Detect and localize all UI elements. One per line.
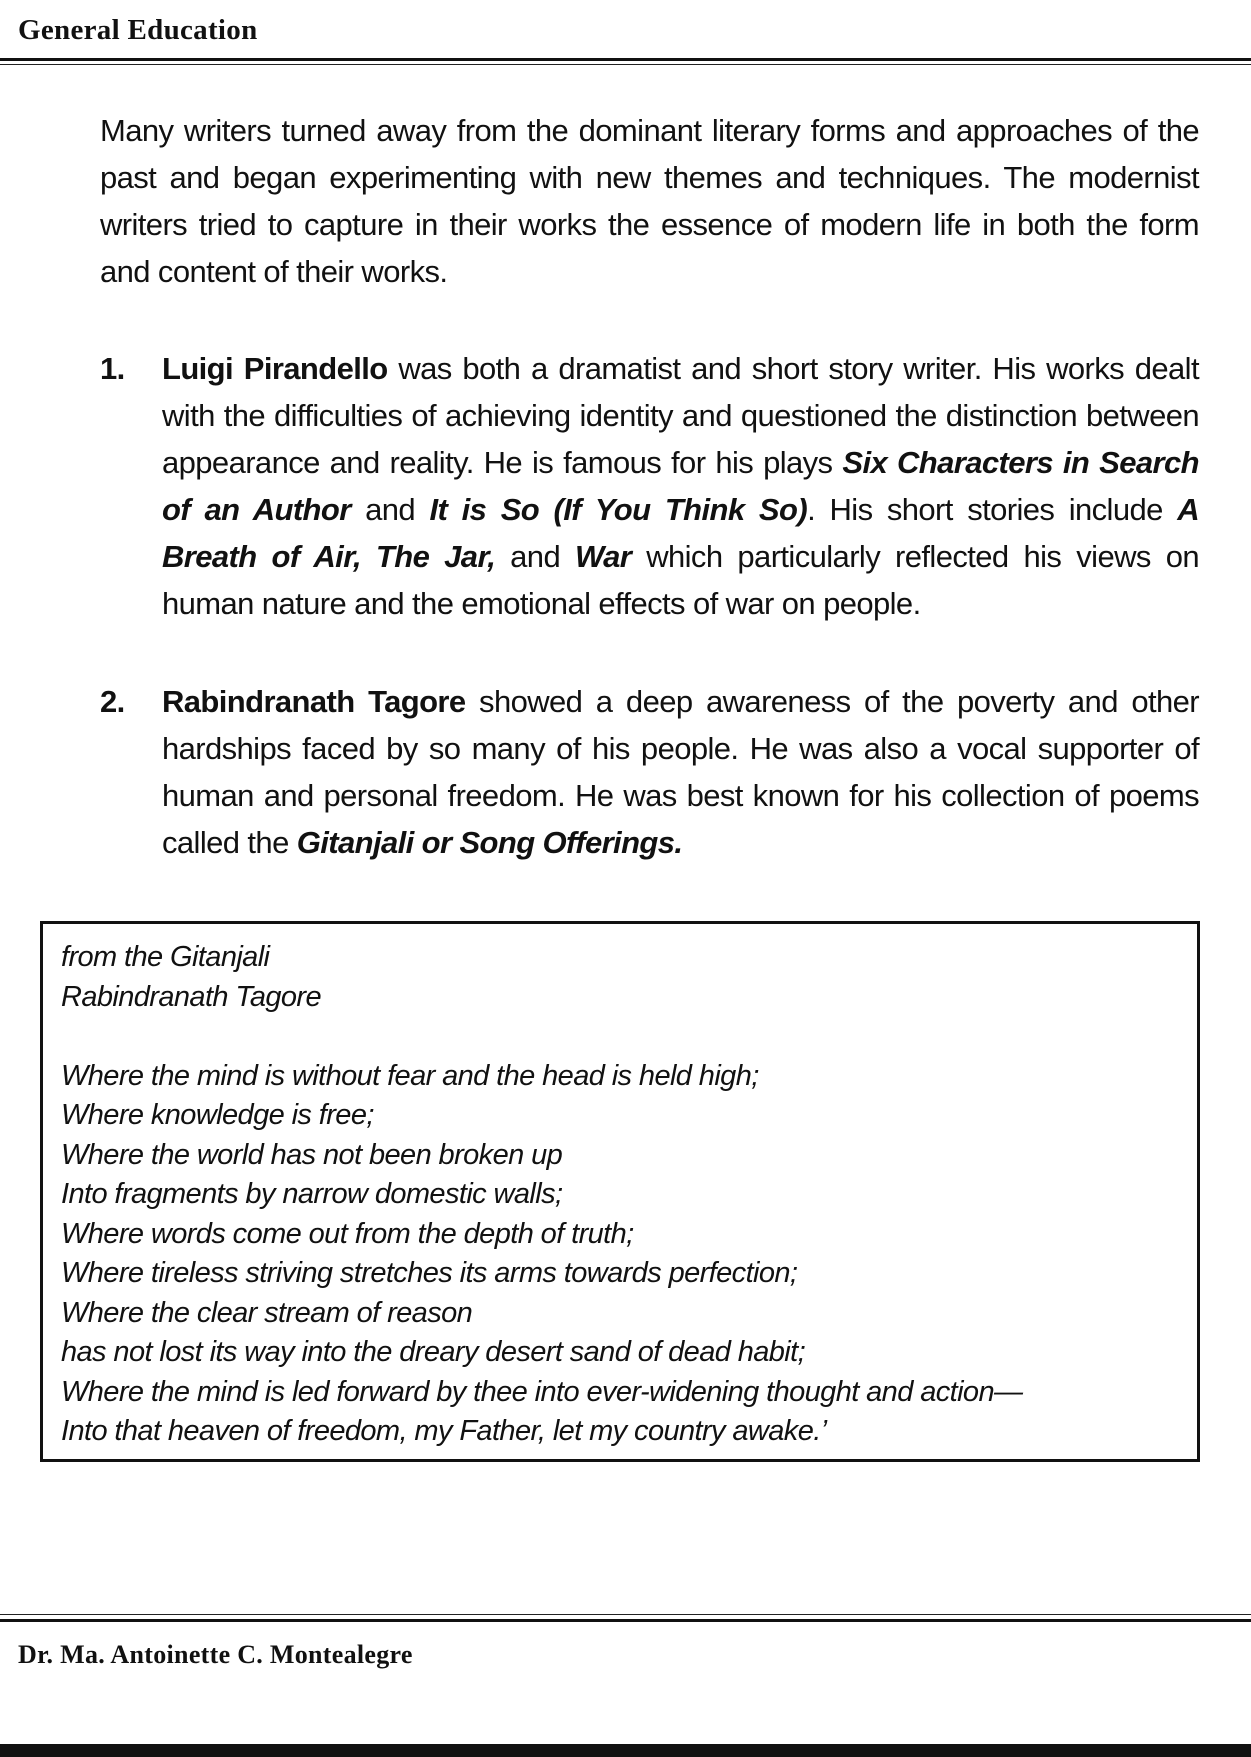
poem-line: Where tireless striving stretches its arms towards perfection; — [61, 1257, 798, 1289]
bottom-bar — [0, 1744, 1251, 1757]
poem-line: Where the world has not been broken up — [61, 1138, 563, 1171]
intro-paragraph: Many writers turned away from the dominant literary forms and approaches of the past and began experimenting with new themes and techniques. The modernist writers tried to capture in their works the essence of modern life in both the form and content of their works. — [100, 113, 1199, 289]
poem-line: Where the mind is led forward by thee into ever-widening thought and action— — [61, 1375, 1023, 1408]
work-title: A Breath of Air, The Jar, — [162, 492, 1199, 574]
poem-box — [40, 921, 1200, 1462]
work-title: Six Characters in Search of an Author — [162, 445, 1199, 527]
poem-line: has not lost its way into the dreary desert sand of dead habit; — [61, 1336, 806, 1368]
list-item-text — [162, 678, 1199, 866]
list-item-pirandello — [100, 345, 1199, 627]
author-name: Rabindranath Tagore — [162, 684, 466, 719]
text-run: was both a dramatist and short story writer. His works dealt with the difficulties of achieving identity and questioned the distinction between appearance and reality. He is famous for his plays — [162, 351, 1199, 480]
list-item-text — [162, 345, 1199, 627]
text-run: and — [495, 539, 576, 574]
footer-author: Dr. Ma. Antoinette C. Montealegre — [18, 1640, 413, 1669]
list-item-number: 2. — [100, 684, 125, 719]
work-title: It is So (If You Think So) — [429, 492, 808, 527]
poem-line: Where knowledge is free; — [61, 1099, 374, 1131]
poem-line: Where the clear stream of reason — [61, 1296, 473, 1329]
header-title: General Education — [18, 14, 258, 46]
poem-source: from the Gitanjali — [61, 941, 270, 973]
text-run: . His short stories include — [807, 492, 1178, 527]
work-title: War — [575, 539, 632, 574]
list-item-number: 1. — [100, 351, 125, 386]
text-run: and — [350, 492, 430, 527]
work-title: Gitanjali or Song Offerings. — [296, 825, 683, 860]
poem-author: Rabindranath Tagore — [61, 980, 322, 1013]
poem-spacer — [61, 1017, 1179, 1057]
list-item-tagore — [100, 678, 1199, 866]
poem-line: Where words come out from the depth of truth; — [61, 1217, 634, 1250]
footer-rule-thin — [0, 1614, 1251, 1615]
header-rule-thin — [0, 64, 1251, 65]
poem-line: Into fragments by narrow domestic walls; — [61, 1178, 563, 1210]
poem-line: Into that heaven of freedom, my Father, let my country awake.’ — [61, 1415, 827, 1447]
header-rule-thick — [0, 58, 1251, 61]
text-run: showed a deep awareness of the poverty and other hardships faced by so many of his people. He was also a vocal supporter of human and personal freedom. He was best known for his collection of poems called the — [162, 684, 1199, 860]
footer-rule-thick — [0, 1619, 1251, 1622]
poem-line: Where the mind is without fear and the head is held high; — [61, 1059, 759, 1092]
text-run: which particularly reflected his views on human nature and the emotional effects of war on people. — [162, 539, 1200, 621]
author-name: Luigi Pirandello — [162, 351, 388, 386]
